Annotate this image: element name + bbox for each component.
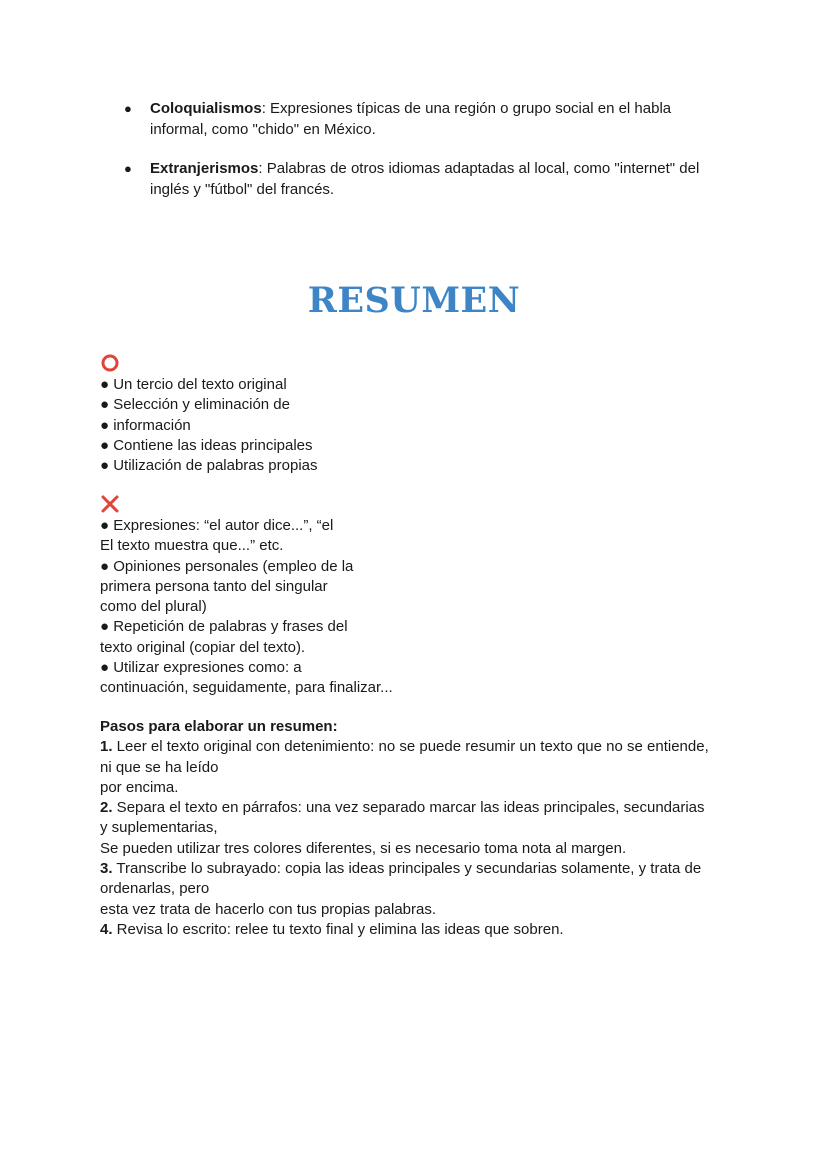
list-item: ● Selección y eliminación de <box>100 396 290 414</box>
bullet-icon: ● <box>124 101 132 116</box>
step-line <box>100 920 740 940</box>
definition-text: : Expresiones típicas de una región o grupo social en el habla <box>261 100 672 117</box>
list-item: El texto muestra que...” etc. <box>100 537 284 555</box>
step-line <box>100 798 740 818</box>
list-item: texto original (copiar del texto). <box>100 638 306 656</box>
term: Extranjerismos <box>150 160 259 177</box>
step-text: Revisa lo escrito: relee tu texto final y elimina las ideas que sobren. <box>112 920 564 938</box>
definition-text: informal, como "chido" en México. <box>150 121 376 138</box>
dont-list <box>100 516 393 699</box>
list-item: ● Contiene las ideas principales <box>100 436 313 454</box>
step-text: Separa el texto en párrafos: una vez separado marcar las ideas principales, secundarias <box>112 799 705 817</box>
list-item: ● información <box>100 416 191 434</box>
step-text: Transcribe lo subrayado: copia las ideas principales y secundarias solamente, y trata de <box>112 860 702 878</box>
step-line: ordenarlas, pero <box>100 880 210 898</box>
intro-bullet-list <box>124 98 724 200</box>
list-item: como del plural) <box>100 598 207 616</box>
list-item: ● Utilización de palabras propias <box>100 457 318 475</box>
step-line: Se pueden utilizar tres colores diferentes, si es necesario toma nota al margen. <box>100 839 627 857</box>
step-line: ni que se ha leído <box>100 758 219 776</box>
cross-icon <box>100 494 120 514</box>
step-text: Leer el texto original con detenimiento: no se puede resumir un texto que no se entiende, <box>112 738 709 756</box>
circle-icon <box>100 353 120 373</box>
list-item: continuación, seguidamente, para finalizar... <box>100 679 393 697</box>
bullet-icon: ● <box>124 161 132 176</box>
step-line: esta vez trata de hacerlo con tus propias palabras. <box>100 900 437 918</box>
step-line: y suplementarias, <box>100 819 218 837</box>
list-item: ● Un tercio del texto original <box>100 376 287 393</box>
list-item <box>124 98 724 140</box>
definition-text: : Palabras de otros idiomas adaptadas al local, como "internet" del <box>258 160 700 177</box>
list-item: ● Repetición de palabras y frases del <box>100 618 348 636</box>
steps-section <box>100 717 740 940</box>
step-number: 3. <box>100 860 113 878</box>
steps-heading: Pasos para elaborar un resumen: <box>100 718 338 735</box>
step-line <box>100 737 740 757</box>
definition-text: inglés y "fútbol" del francés. <box>150 181 335 198</box>
dont-section <box>100 494 393 699</box>
page-title: RESUMEN <box>307 280 521 321</box>
list-item <box>124 158 724 200</box>
list-item: ● Expresiones: “el autor dice...”, “el <box>100 517 334 534</box>
step-line: por encima. <box>100 778 179 796</box>
list-item: ● Utilizar expresiones como: a <box>100 659 302 677</box>
list-item: ● Opiniones personales (empleo de la <box>100 557 354 575</box>
step-number: 1. <box>100 738 113 756</box>
list-item: primera persona tanto del singular <box>100 577 328 595</box>
do-list <box>100 375 318 476</box>
step-number: 2. <box>100 799 113 817</box>
do-section <box>100 353 318 476</box>
step-number: 4. <box>100 920 113 938</box>
term: Coloquialismos <box>150 100 262 117</box>
step-line <box>100 859 740 879</box>
steps-list <box>100 737 740 940</box>
